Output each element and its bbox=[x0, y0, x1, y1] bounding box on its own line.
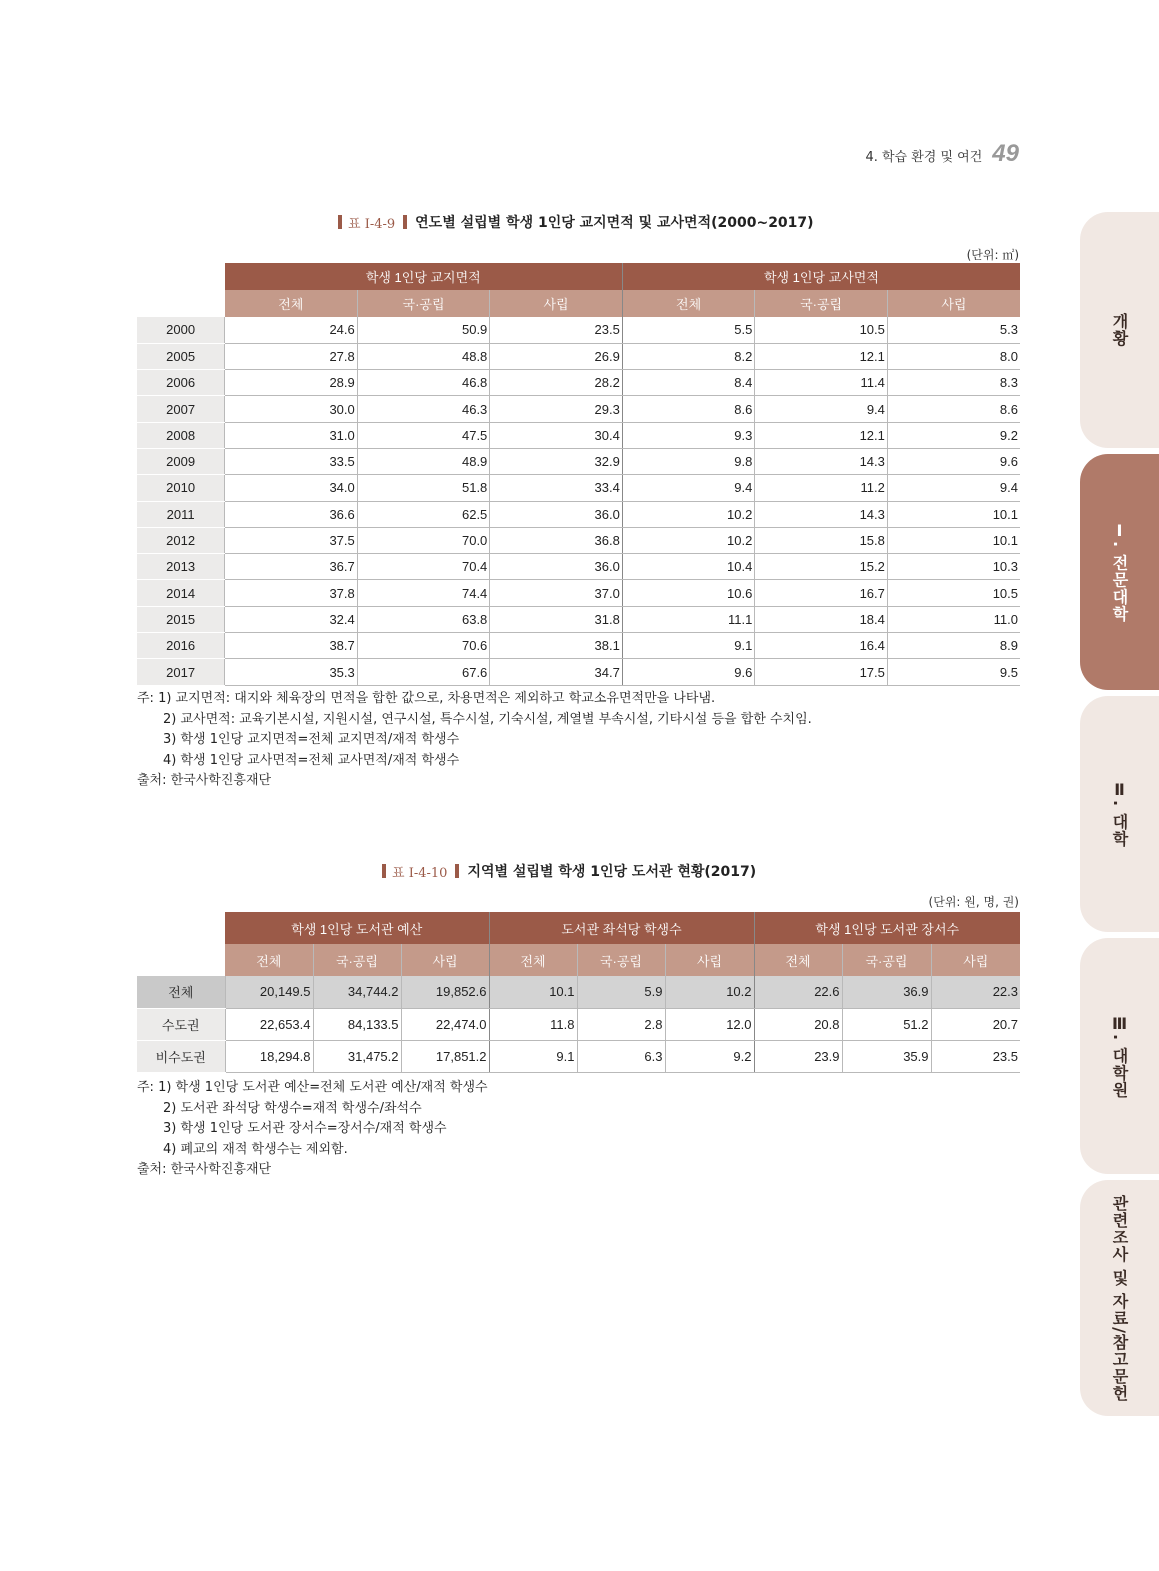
data-cell: 22.3 bbox=[931, 976, 1020, 1008]
sub-header: 전체 bbox=[225, 290, 358, 317]
row-header-cell: 2012 bbox=[137, 527, 225, 553]
data-cell: 34,744.2 bbox=[313, 976, 401, 1008]
table2-caption bbox=[382, 861, 756, 881]
side-tab-label: Ⅰ. 전문대학 bbox=[1110, 521, 1129, 623]
data-cell: 15.8 bbox=[755, 527, 888, 553]
data-cell: 70.6 bbox=[357, 633, 490, 659]
data-cell: 63.8 bbox=[357, 606, 490, 632]
source-line: 출처: 한국사학진흥재단 bbox=[137, 773, 272, 788]
table-row bbox=[137, 448, 1020, 474]
data-cell: 9.5 bbox=[887, 659, 1020, 685]
table-row bbox=[137, 554, 1020, 580]
corner-cell bbox=[137, 912, 225, 944]
row-header-cell: 2016 bbox=[137, 633, 225, 659]
table-row bbox=[137, 633, 1020, 659]
data-cell: 16.4 bbox=[755, 633, 888, 659]
data-cell: 32.9 bbox=[490, 448, 623, 474]
caption-bar bbox=[382, 864, 386, 878]
data-cell: 20.8 bbox=[754, 1008, 842, 1040]
data-cell: 23.5 bbox=[490, 317, 623, 343]
table-row bbox=[137, 527, 1020, 553]
note-line: 3) 학생 1인당 교지면적=전체 교지면적/재적 학생수 bbox=[163, 732, 460, 747]
sub-header: 사립 bbox=[887, 290, 1020, 317]
data-cell: 30.0 bbox=[225, 396, 358, 422]
row-header-cell: 2000 bbox=[137, 317, 225, 343]
row-header-cell: 2006 bbox=[137, 370, 225, 396]
table2-title: 지역별 설립별 학생 1인당 도서관 현황(2017) bbox=[467, 864, 757, 880]
note-line: 2) 교사면적: 교육기본시설, 지원시설, 연구시설, 특수시설, 기숙시설, 계열별 부속시설, 기타시설 등을 합한 수치임. bbox=[163, 711, 812, 727]
data-cell: 51.2 bbox=[842, 1008, 931, 1040]
data-cell: 36.9 bbox=[842, 976, 931, 1008]
data-cell: 10.1 bbox=[887, 527, 1020, 553]
table-row bbox=[137, 580, 1020, 606]
table2-notes bbox=[137, 1078, 488, 1181]
row-header-cell: 수도권 bbox=[137, 1008, 225, 1040]
row-header-cell: 2005 bbox=[137, 343, 225, 369]
data-cell: 46.8 bbox=[357, 370, 490, 396]
data-cell: 9.6 bbox=[887, 448, 1020, 474]
data-cell: 9.2 bbox=[665, 1040, 754, 1072]
data-cell: 35.9 bbox=[842, 1040, 931, 1072]
table1-unit: (단위: ㎡) bbox=[966, 248, 1019, 262]
data-cell: 10.3 bbox=[887, 554, 1020, 580]
side-tab-junior-college[interactable] bbox=[1080, 454, 1159, 690]
data-cell: 8.4 bbox=[622, 370, 755, 396]
data-cell: 17,851.2 bbox=[401, 1040, 489, 1072]
data-cell: 48.8 bbox=[357, 343, 490, 369]
data-cell: 28.9 bbox=[225, 370, 358, 396]
data-cell: 12.1 bbox=[755, 343, 888, 369]
row-header-cell: 2014 bbox=[137, 580, 225, 606]
note-line: 2) 도서관 좌석당 학생수=재적 학생수/좌석수 bbox=[163, 1100, 422, 1116]
row-header-cell: 2007 bbox=[137, 396, 225, 422]
table-row bbox=[137, 1040, 1020, 1072]
data-cell: 37.8 bbox=[225, 580, 358, 606]
data-cell: 8.2 bbox=[622, 343, 755, 369]
data-cell: 9.8 bbox=[622, 448, 755, 474]
data-cell: 36.7 bbox=[225, 554, 358, 580]
corner-cell bbox=[137, 263, 225, 290]
table2-unit: (단위: 원, 명, 권) bbox=[928, 895, 1019, 909]
note-line: 4) 학생 1인당 교사면적=전체 교사면적/재적 학생수 bbox=[163, 752, 460, 768]
corner-cell bbox=[137, 290, 225, 317]
data-cell: 26.9 bbox=[490, 343, 623, 369]
side-tab-label: Ⅲ. 대학원 bbox=[1110, 1013, 1129, 1099]
data-cell: 2.8 bbox=[577, 1008, 665, 1040]
row-header-cell: 2009 bbox=[137, 448, 225, 474]
data-cell: 19,852.6 bbox=[401, 976, 489, 1008]
row-header-cell: 2011 bbox=[137, 501, 225, 527]
data-cell: 27.8 bbox=[225, 343, 358, 369]
data-cell: 38.1 bbox=[490, 633, 623, 659]
group-header: 도서관 좌석당 학생수 bbox=[489, 912, 754, 944]
data-cell: 20,149.5 bbox=[225, 976, 313, 1008]
data-cell: 30.4 bbox=[490, 422, 623, 448]
data-cell: 31.0 bbox=[225, 422, 358, 448]
row-header-cell: 2013 bbox=[137, 554, 225, 580]
data-cell: 11.0 bbox=[887, 606, 1020, 632]
data-cell: 11.8 bbox=[489, 1008, 577, 1040]
group-header: 학생 1인당 교지면적 bbox=[225, 263, 623, 290]
data-cell: 18,294.8 bbox=[225, 1040, 313, 1072]
data-cell: 18.4 bbox=[755, 606, 888, 632]
data-cell: 33.5 bbox=[225, 448, 358, 474]
sub-header: 사립 bbox=[401, 944, 489, 976]
data-cell: 50.9 bbox=[357, 317, 490, 343]
data-cell: 36.0 bbox=[490, 501, 623, 527]
data-cell: 36.0 bbox=[490, 554, 623, 580]
data-cell: 51.8 bbox=[357, 475, 490, 501]
data-cell: 36.8 bbox=[490, 527, 623, 553]
data-cell: 38.7 bbox=[225, 633, 358, 659]
data-cell: 5.3 bbox=[887, 317, 1020, 343]
group-header: 학생 1인당 도서관 예산 bbox=[225, 912, 489, 944]
data-cell: 5.9 bbox=[577, 976, 665, 1008]
data-cell: 9.3 bbox=[622, 422, 755, 448]
data-cell: 23.5 bbox=[931, 1040, 1020, 1072]
caption-bar bbox=[455, 864, 459, 878]
sub-header: 국·공립 bbox=[357, 290, 490, 317]
data-cell: 10.1 bbox=[489, 976, 577, 1008]
data-cell: 8.6 bbox=[622, 396, 755, 422]
data-cell: 32.4 bbox=[225, 606, 358, 632]
data-cell: 11.4 bbox=[755, 370, 888, 396]
data-cell: 17.5 bbox=[755, 659, 888, 685]
row-header-cell: 2008 bbox=[137, 422, 225, 448]
table-row bbox=[137, 475, 1020, 501]
row-header-cell: 2010 bbox=[137, 475, 225, 501]
data-cell: 9.1 bbox=[489, 1040, 577, 1072]
table1 bbox=[137, 263, 1020, 686]
data-cell: 14.3 bbox=[755, 448, 888, 474]
sub-header: 전체 bbox=[225, 944, 313, 976]
data-cell: 9.4 bbox=[622, 475, 755, 501]
row-header-cell: 2015 bbox=[137, 606, 225, 632]
data-cell: 9.2 bbox=[887, 422, 1020, 448]
caption-bar bbox=[403, 215, 407, 229]
data-cell: 9.6 bbox=[622, 659, 755, 685]
table2-label: 표 Ⅰ-4-10 bbox=[392, 865, 448, 881]
table1-label: 표 Ⅰ-4-9 bbox=[348, 216, 396, 232]
side-tab-references[interactable] bbox=[1080, 1180, 1159, 1416]
note-line: 주: 1) 교지면적: 대지와 체육장의 면적을 합한 값으로, 차용면적은 제외하고 학교소유면적만을 나타냄. bbox=[137, 691, 716, 706]
data-cell: 74.4 bbox=[357, 580, 490, 606]
data-cell: 31,475.2 bbox=[313, 1040, 401, 1072]
table-row bbox=[137, 659, 1020, 685]
corner-cell bbox=[137, 944, 225, 976]
data-cell: 14.3 bbox=[755, 501, 888, 527]
table-row bbox=[137, 976, 1020, 1008]
data-cell: 28.2 bbox=[490, 370, 623, 396]
data-cell: 5.5 bbox=[622, 317, 755, 343]
row-header-cell: 비수도권 bbox=[137, 1040, 225, 1072]
sub-header: 국·공립 bbox=[577, 944, 665, 976]
data-cell: 16.7 bbox=[755, 580, 888, 606]
data-cell: 10.6 bbox=[622, 580, 755, 606]
sub-header: 국·공립 bbox=[313, 944, 401, 976]
table2 bbox=[137, 912, 1020, 1073]
note-line: 4) 폐교의 재적 학생수는 제외함. bbox=[163, 1141, 348, 1157]
data-cell: 84,133.5 bbox=[313, 1008, 401, 1040]
table1-notes bbox=[137, 689, 812, 792]
page-number: 49 bbox=[992, 140, 1019, 167]
sub-header: 국·공립 bbox=[842, 944, 931, 976]
data-cell: 67.6 bbox=[357, 659, 490, 685]
sub-header: 국·공립 bbox=[755, 290, 888, 317]
sub-header: 전체 bbox=[754, 944, 842, 976]
table-row bbox=[137, 370, 1020, 396]
data-cell: 11.1 bbox=[622, 606, 755, 632]
data-cell: 10.2 bbox=[665, 976, 754, 1008]
table-row bbox=[137, 422, 1020, 448]
caption-bar bbox=[338, 215, 342, 229]
data-cell: 10.5 bbox=[887, 580, 1020, 606]
source-line: 출처: 한국사학진흥재단 bbox=[137, 1162, 272, 1177]
data-cell: 22,474.0 bbox=[401, 1008, 489, 1040]
sub-header: 사립 bbox=[665, 944, 754, 976]
data-cell: 10.2 bbox=[622, 527, 755, 553]
data-cell: 23.9 bbox=[754, 1040, 842, 1072]
data-cell: 24.6 bbox=[225, 317, 358, 343]
row-header-cell: 전체 bbox=[137, 976, 225, 1008]
side-tab-label: 관련조사 및 자료/참고문헌 bbox=[1110, 1194, 1129, 1402]
note-line: 주: 1) 학생 1인당 도서관 예산=전체 도서관 예산/재적 학생수 bbox=[137, 1080, 488, 1095]
table-row bbox=[137, 343, 1020, 369]
table1-caption bbox=[338, 212, 814, 232]
table-row bbox=[137, 1008, 1020, 1040]
data-cell: 10.2 bbox=[622, 501, 755, 527]
data-cell: 8.6 bbox=[887, 396, 1020, 422]
data-cell: 9.4 bbox=[887, 475, 1020, 501]
data-cell: 37.5 bbox=[225, 527, 358, 553]
table-row bbox=[137, 396, 1020, 422]
side-tab-label: Ⅱ. 대학 bbox=[1110, 780, 1129, 848]
data-cell: 10.4 bbox=[622, 554, 755, 580]
group-header: 학생 1인당 도서관 장서수 bbox=[754, 912, 1020, 944]
sub-header: 전체 bbox=[489, 944, 577, 976]
data-cell: 20.7 bbox=[931, 1008, 1020, 1040]
data-cell: 47.5 bbox=[357, 422, 490, 448]
data-cell: 22.6 bbox=[754, 976, 842, 1008]
side-tab-overview[interactable] bbox=[1080, 212, 1159, 448]
data-cell: 37.0 bbox=[490, 580, 623, 606]
data-cell: 48.9 bbox=[357, 448, 490, 474]
sub-header: 전체 bbox=[622, 290, 755, 317]
data-cell: 6.3 bbox=[577, 1040, 665, 1072]
data-cell: 35.3 bbox=[225, 659, 358, 685]
data-cell: 34.7 bbox=[490, 659, 623, 685]
section-title: 4. 학습 환경 및 여건 bbox=[865, 150, 983, 165]
data-cell: 9.4 bbox=[755, 396, 888, 422]
data-cell: 8.0 bbox=[887, 343, 1020, 369]
table1-title: 연도별 설립별 학생 1인당 교지면적 및 교사면적(2000~2017) bbox=[415, 215, 814, 231]
side-tab-graduate-school[interactable] bbox=[1080, 938, 1159, 1174]
data-cell: 46.3 bbox=[357, 396, 490, 422]
data-cell: 10.5 bbox=[755, 317, 888, 343]
data-cell: 31.8 bbox=[490, 606, 623, 632]
data-cell: 8.9 bbox=[887, 633, 1020, 659]
data-cell: 12.0 bbox=[665, 1008, 754, 1040]
data-cell: 70.0 bbox=[357, 527, 490, 553]
data-cell: 10.1 bbox=[887, 501, 1020, 527]
data-cell: 8.3 bbox=[887, 370, 1020, 396]
page-header bbox=[865, 140, 1019, 168]
row-header-cell: 2017 bbox=[137, 659, 225, 685]
data-cell: 15.2 bbox=[755, 554, 888, 580]
data-cell: 70.4 bbox=[357, 554, 490, 580]
table-row bbox=[137, 606, 1020, 632]
data-cell: 22,653.4 bbox=[225, 1008, 313, 1040]
data-cell: 11.2 bbox=[755, 475, 888, 501]
data-cell: 9.1 bbox=[622, 633, 755, 659]
sub-header: 사립 bbox=[931, 944, 1020, 976]
data-cell: 12.1 bbox=[755, 422, 888, 448]
data-cell: 29.3 bbox=[490, 396, 623, 422]
data-cell: 62.5 bbox=[357, 501, 490, 527]
data-cell: 34.0 bbox=[225, 475, 358, 501]
data-cell: 36.6 bbox=[225, 501, 358, 527]
table-row bbox=[137, 501, 1020, 527]
sub-header: 사립 bbox=[490, 290, 623, 317]
data-cell: 33.4 bbox=[490, 475, 623, 501]
side-tab-university[interactable] bbox=[1080, 696, 1159, 932]
note-line: 3) 학생 1인당 도서관 장서수=장서수/재적 학생수 bbox=[163, 1121, 447, 1136]
side-tab-label: 개황 bbox=[1110, 313, 1129, 347]
table-row bbox=[137, 317, 1020, 343]
group-header: 학생 1인당 교사면적 bbox=[622, 263, 1020, 290]
